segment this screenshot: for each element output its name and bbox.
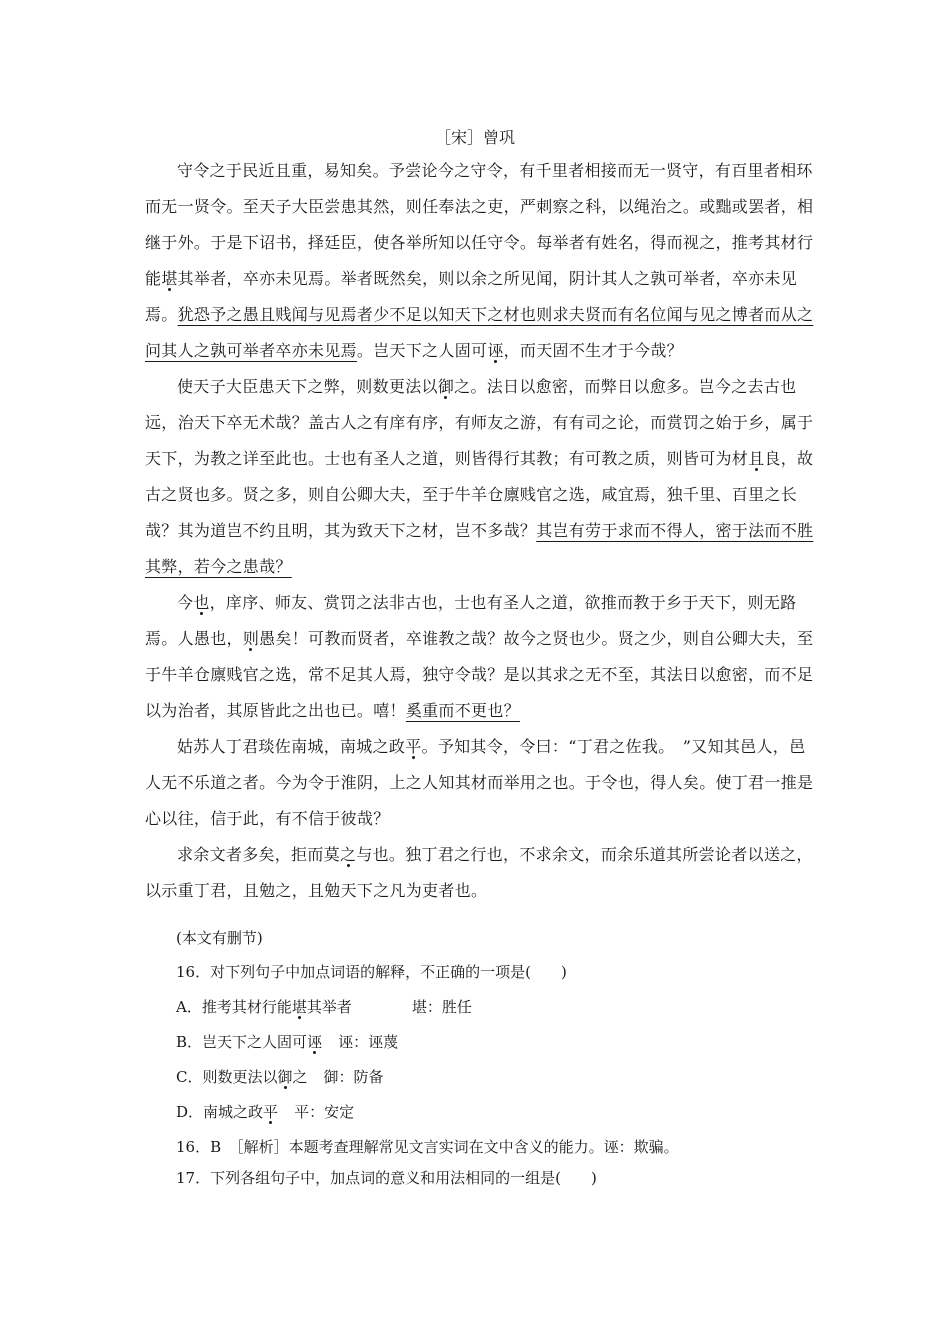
option-gloss: 堪：胜任 — [411, 998, 472, 1016]
text-run: 愚矣！可教而贤者，卒谁教之哉？故今之贤也少。贤之少，则自公卿大夫，至于牛羊仓廪贱官之选，常不足其人焉，独守令哉？是以其求之无不至，其法日以愈密，而不足以为治者，其原皆此之出也已。嘻！ — [145, 629, 814, 720]
option-text: 南城之政 — [203, 1103, 264, 1121]
text-run: 求余文者多矣，拒而莫 — [177, 845, 341, 864]
dotted-word: 也 — [193, 593, 210, 612]
dotted-word: 堪 — [291, 998, 307, 1016]
paragraph-3 — [145, 585, 815, 729]
text-run: 。予知其令，令曰：“丁君之佐我。 ”又知其邑人，邑人无不乐道之者。今为令于淮阴，上之人知其材而举用之也。于令也，得人矣。使丁君一推是心以往，信于此，有不信于彼哉？ — [145, 737, 814, 828]
underlined-sentence: 奚重而不更也？ — [405, 701, 520, 720]
paragraph-2 — [145, 369, 815, 585]
paragraph-1 — [145, 153, 815, 369]
text-run: 其举者，卒亦未见焉。举者既然矣，则以余之所见闻，阴计其人之孰可举者，卒亦未见焉。 — [145, 269, 798, 324]
option-text: 岂天下之人固可 — [202, 1033, 308, 1051]
option-gloss: 御：防备 — [323, 1068, 384, 1086]
article-body — [145, 153, 815, 909]
option-text: 其举者 — [306, 998, 352, 1016]
question-16-answer: 16．B ［解析］本题考查理解常见文言实词在文中含义的能力。诬：欺骗。 — [176, 1138, 679, 1156]
text-run: 守令之于民近且重，易知矣。予尝论今之守令，有千里者相接而无一贤守，有百里者相环而无一贤令。至天子大臣尝患其然，则任奉法之吏，严刺察之科，以绳治之。或黜或罢者，相继于外。于是下诏书，择廷臣，使各举所知以任守令。每举者有姓名，得而视之，推考其材行能 — [145, 161, 814, 288]
dotted-word: 御 — [277, 1068, 293, 1086]
option-gloss: 诬：诬蔑 — [338, 1033, 399, 1051]
paragraph-5 — [145, 837, 815, 909]
text-run: 今 — [177, 593, 194, 612]
question-17-stem: 17．下列各组句子中，加点词的意义和用法相同的一组是( ) — [176, 1169, 597, 1187]
author-line: ［宋］曾巩 — [434, 128, 515, 147]
text-run: 良，故古之贤也多。贤之多，则自公卿大夫，至于牛羊仓廪贱官之选，咸宜焉，独千里、百里之长哉？其为道岂不约且明，其为致天下之材，岂不多哉？ — [145, 449, 814, 540]
underlined-sentence: 犹恐予之愚且贱闻与见焉者少不足以知天下之材也则求夫贤而有名位闻与见之博者而从之问其人之孰可举者卒亦未见焉 — [145, 305, 814, 360]
text-run: 使天子大臣患天下之弊，则数更法以 — [177, 377, 438, 396]
option-c — [176, 1065, 384, 1089]
option-letter: A． — [176, 998, 202, 1016]
option-d — [176, 1100, 354, 1124]
option-text: 之 — [292, 1068, 308, 1086]
text-run: 与也。独丁君之行也，不求余文，而余乐道其所尝论者以送之，以示重丁君，且勉之，且勉天下之凡为吏者也。 — [145, 845, 813, 900]
dotted-word: 则 — [242, 629, 260, 648]
paragraph-4 — [145, 729, 815, 837]
option-letter: D． — [176, 1103, 204, 1121]
dotted-word: 御 — [437, 377, 455, 396]
dotted-word: 诬 — [487, 341, 504, 360]
text-run: ，而天固不生才于今哉？ — [503, 341, 683, 360]
option-letter: C． — [176, 1068, 203, 1086]
option-gloss: 平：安定 — [294, 1103, 355, 1121]
option-a — [176, 995, 472, 1019]
deletion-note: (本文有删节) — [176, 929, 263, 947]
dotted-word: 堪 — [161, 269, 178, 288]
underlined-sentence: 其岂有劳于求而不得人，密于法而不胜其弊，若今之患哉？ — [145, 521, 814, 576]
option-letter: B． — [176, 1033, 203, 1051]
text-run: 姑苏人丁君琰佐南城，南城之政 — [177, 737, 406, 756]
text-run: ，庠序、师友、赏罚之法非古也，士也有圣人之道，欲推而教于乡于天下，则无路焉。人愚也， — [145, 593, 797, 648]
dotted-word: 平 — [263, 1103, 279, 1121]
dotted-word: 平 — [405, 737, 422, 756]
dotted-word: 诬 — [307, 1033, 323, 1051]
option-text: 推考其材行能 — [201, 998, 292, 1016]
text-run: 。岂天下之人固可 — [356, 341, 488, 360]
option-text: 则数更法以 — [202, 1068, 278, 1086]
dotted-word: 且 — [748, 449, 765, 468]
option-b — [176, 1030, 398, 1054]
text-run: 之。法日以愈密，而弊日以愈多。岂今之去古也远，治天下卒无术哉？盖古人之有庠有序，有师友之游，有有司之论，而赏罚之始于乡，属于天下，为教之详至此也。士也有圣人之道，则皆得行其教；有可教之质，则皆可为材 — [145, 377, 814, 468]
dotted-word: 之 — [340, 845, 357, 864]
question-16-stem: 16．对下列句子中加点词语的解释，不正确的一项是( ) — [176, 963, 567, 981]
